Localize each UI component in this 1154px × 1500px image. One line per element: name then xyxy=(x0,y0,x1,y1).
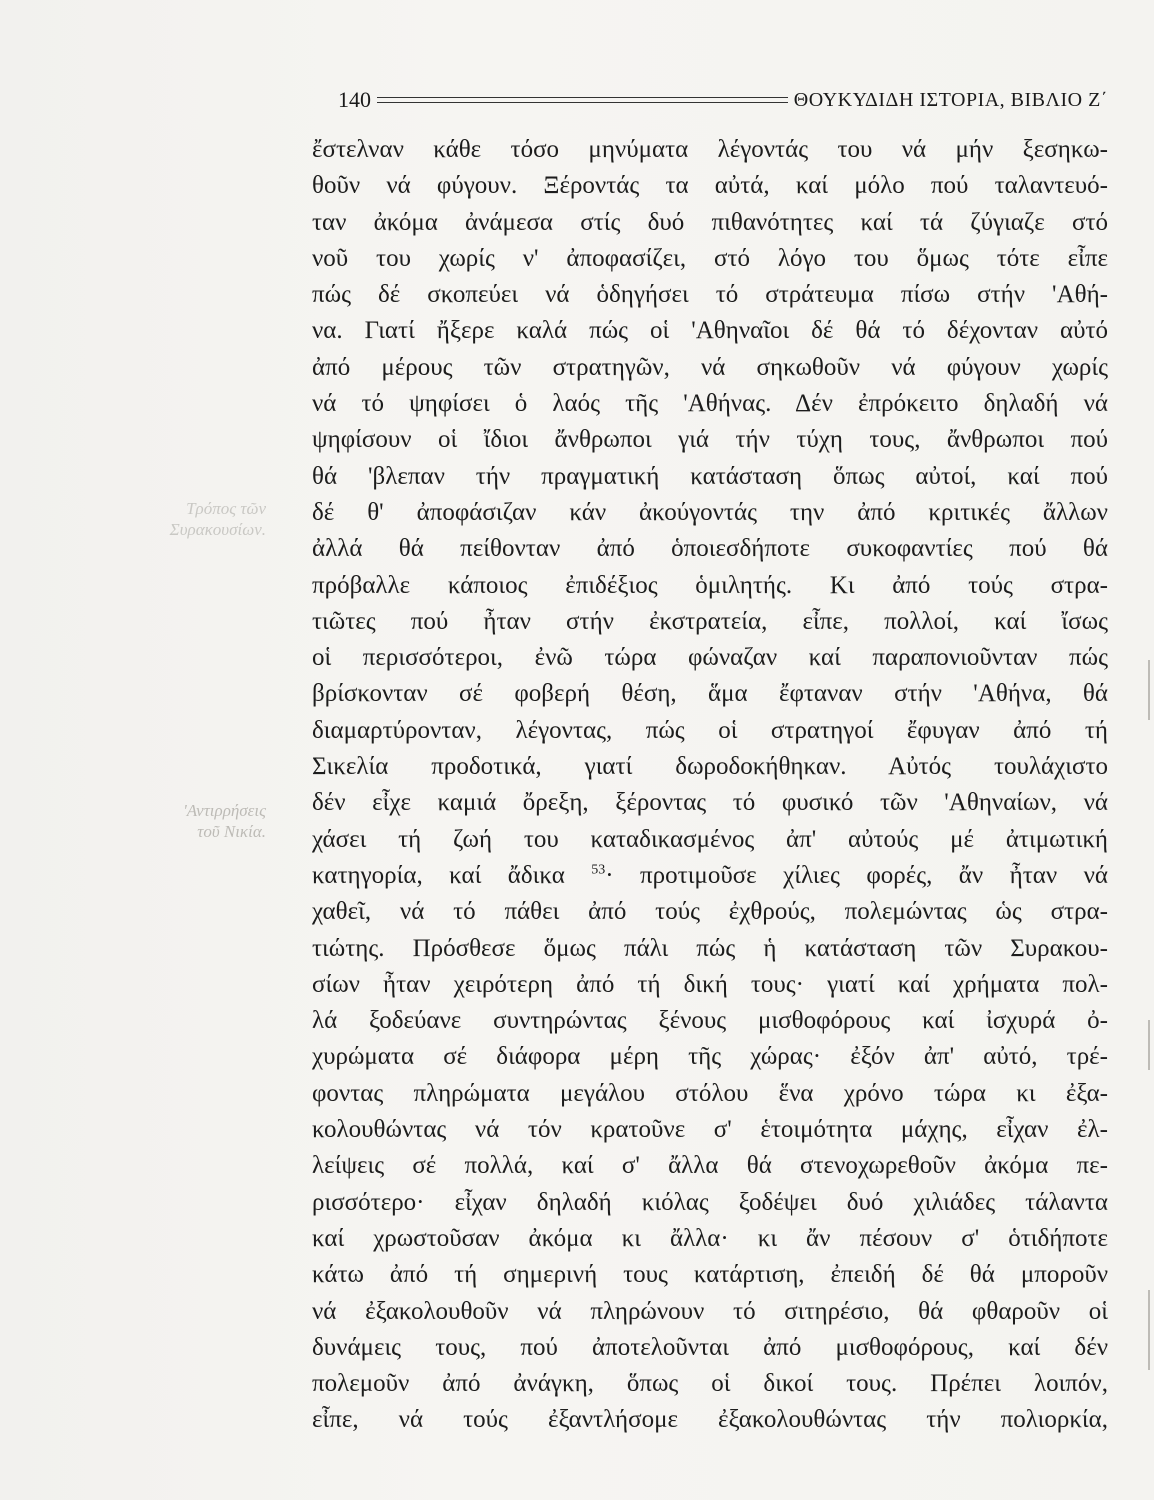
margin-note-line: Τρόπος τῶν xyxy=(186,499,266,518)
text-line: διαμαρτύρονταν, λέγοντας, πώς οἱ στρατηγοί ἔφυγαν ἀπό τή xyxy=(312,716,1108,744)
text-line: λείψεις σέ πολλά, καί σ' ἄλλα θά στενοχωρεθοῦν ἀκόμα πε- xyxy=(312,1152,1108,1180)
margin-note xyxy=(170,498,266,540)
text-line: ταν ἀκόμα ἀνάμεσα στίς δυό πιθανότητες καί τά ζύγιαζε στό xyxy=(312,208,1108,236)
page-edge-mark xyxy=(1148,660,1150,720)
margin-note-line: τοῦ Νικία. xyxy=(197,822,266,841)
page-number: 140 xyxy=(338,87,371,112)
text-line: δυνάμεις τους, πού ἀποτελοῦνται ἀπό μισθοφόρους, καί δέν xyxy=(312,1333,1108,1361)
text-line: χαθεῖ, νά τό πάθει ἀπό τούς ἐχθρούς, πολεμώντας ὡς στρα- xyxy=(312,898,1108,926)
text-line: βρίσκονταν σέ φοβερή θέση, ἅμα ἔφταναν στήν 'Αθήνα, θά xyxy=(312,680,1108,708)
text-line: χυρώματα σέ διάφορα μέρη τῆς χώρας· ἐξόν ἀπ' αὐτό, τρέ- xyxy=(312,1043,1108,1071)
text-line: καί χρωστοῦσαν ἀκόμα κι ἄλλα· κι ἄν πέσουν σ' ὁτιδήποτε xyxy=(312,1224,1108,1252)
text-segment: · προτιμοῦσε χίλιες φορές, ἄν ἦταν νά xyxy=(605,861,1109,889)
text-line: νά ἐξακολουθοῦν νά πληρώνουν τό σιτηρέσιο, θά φθαροῦν οἱ xyxy=(312,1297,1108,1325)
page-edge-mark xyxy=(1148,1290,1150,1370)
margin-note xyxy=(183,800,266,842)
text-line: ἔστελναν κάθε τόσο μηνύματα λέγοντάς του νά μήν ξεσηκω- xyxy=(312,136,1108,163)
text-line: κολουθώντας νά τόν κρατοῦνε σ' ἑτοιμότητα μάχης, εἶχαν ἐλ- xyxy=(312,1116,1108,1144)
text-line: κάτω ἀπό τή σημερινή τους κατάρτιση, ἐπειδή δέ θά μποροῦν xyxy=(312,1261,1108,1289)
text-line: ἀπό μέρους τῶν στρατηγῶν, νά σηκωθοῦν νά φύγουν χωρίς xyxy=(312,353,1108,381)
text-line: χάσει τή ζωή του καταδικασμένος ἀπ' αὐτούς μέ ἀτιμωτική xyxy=(312,825,1108,853)
footnote-marker: 53 xyxy=(591,862,606,878)
text-line: δέ θ' ἀποφάσιζαν κάν ἀκούγοντάς την ἀπό κριτικές ἄλλων xyxy=(312,498,1108,526)
text-line: θά 'βλεπαν τήν πραγματική κατάσταση ὅπως αὐτοί, καί πού xyxy=(312,462,1108,490)
header-rule xyxy=(377,97,788,103)
running-title: ΘΟΥΚΥΔΙΔΗ ΙΣΤΟΡΙΑ, ΒΙΒΛΙΟ Ζ΄ xyxy=(793,88,1108,111)
text-line: οἱ περισσότεροι, ἐνῶ τώρα φώναζαν καί παραπονιοῦνταν πώς xyxy=(312,644,1108,672)
text-line: ρισσότερο· εἶχαν δηλαδή κιόλας ξοδέψει δυό χιλιάδες τάλαντα xyxy=(312,1188,1108,1216)
text-line: φοντας πληρώματα μεγάλου στόλου ἕνα χρόνο τώρα κι ἐξα- xyxy=(312,1079,1108,1107)
body-text xyxy=(312,132,1108,1439)
text-line: πολεμοῦν ἀπό ἀνάγκη, ὅπως οἱ δικοί τους. Πρέπει λοιπόν, xyxy=(312,1370,1108,1398)
text-line: να. Γιατί ἤξερε καλά πώς οἱ 'Αθηναῖοι δέ θά τό δέχονταν αὐτό xyxy=(312,317,1108,345)
text-line: τιῶτες πού ἦταν στήν ἐκστρατεία, εἶπε, πολλοί, καί ἴσως xyxy=(312,607,1108,635)
margin-note-line: Συρακουσίων. xyxy=(169,520,266,539)
text-line: σίων ἦταν χειρότερη ἀπό τή δική τους· γιατί καί χρήματα πολ- xyxy=(312,970,1108,998)
text-line-with-footnote xyxy=(312,858,1108,894)
text-line: ψηφίσουν οἱ ἴδιοι ἄνθρωποι γιά τήν τύχη τους, ἄνθρωποι πού xyxy=(312,426,1108,454)
text-line: τιώτης. Πρόσθεσε ὅμως πάλι πώς ἡ κατάσταση τῶν Συρακου- xyxy=(312,934,1108,962)
page-header xyxy=(338,82,1108,118)
text-line: νοῦ του χωρίς ν' ἀποφασίζει, στό λόγο του ὅμως τότε εἶπε xyxy=(312,244,1108,272)
text-line: λά ξοδεύανε συντηρώντας ξένους μισθοφόρους καί ἰσχυρά ὀ- xyxy=(312,1007,1108,1035)
page-edge-mark xyxy=(1148,1020,1150,1070)
text-line: Σικελία προδοτικά, γιατί δωροδοκήθηκαν. Αὐτός τουλάχιστο xyxy=(312,753,1108,781)
text-line: νά τό ψηφίσει ὁ λαός τῆς 'Αθήνας. Δέν ἐπρόκειτο δηλαδή νά xyxy=(312,390,1108,418)
text-line: ἀλλά θά πείθονταν ἀπό ὁποιεσδήποτε συκοφαντίες πού θά xyxy=(312,535,1108,563)
text-line: πώς δέ σκοπεύει νά ὁδηγήσει τό στράτευμα πίσω στήν 'Αθή- xyxy=(312,281,1108,309)
text-segment: κατηγορία, καί ἄδικα xyxy=(312,861,565,889)
text-line: εἶπε, νά τούς ἐξαντλήσομε ἐξακολουθώντας τήν πολιορκία, xyxy=(312,1406,1108,1434)
margin-note-line: 'Αντιρρήσεις xyxy=(183,801,266,820)
text-line: πρόβαλλε κάποιος ἐπιδέξιος ὁμιλητής. Κι ἀπό τούς στρα- xyxy=(312,571,1108,599)
text-line: δέν εἶχε καμιά ὄρεξη, ξέροντας τό φυσικό τῶν 'Αθηναίων, νά xyxy=(312,789,1108,817)
text-line: θοῦν νά φύγουν. Ξέροντάς τα αὐτά, καί μόλο πού ταλαντευό- xyxy=(312,172,1108,200)
